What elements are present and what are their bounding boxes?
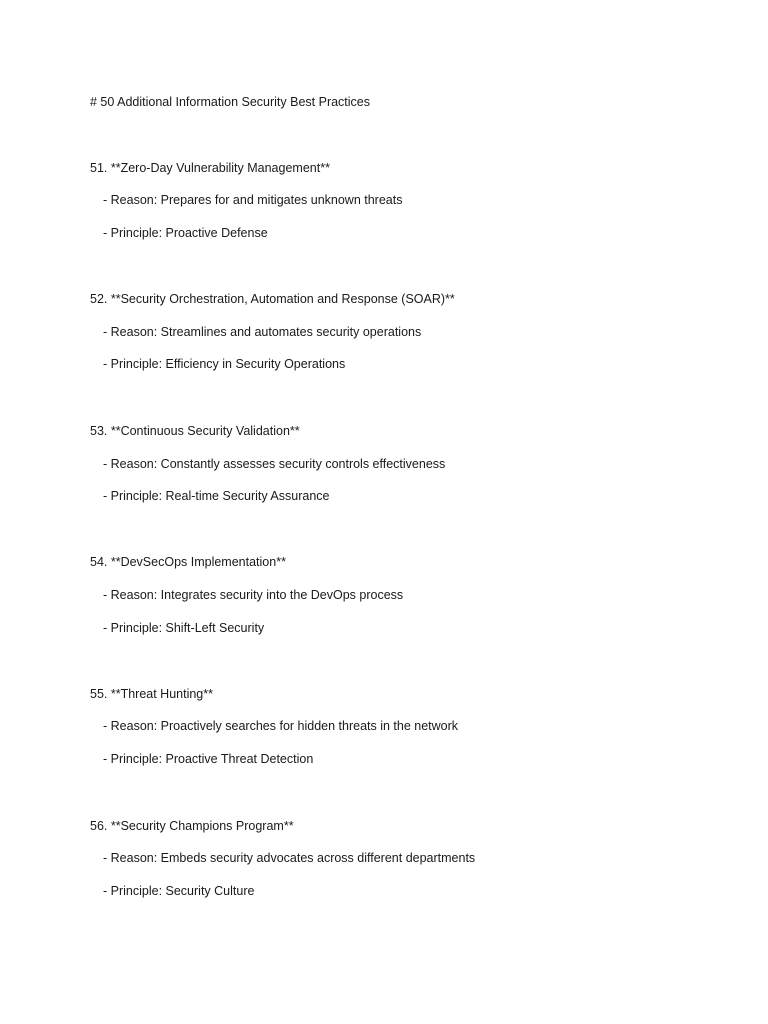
item-title: 53. **Continuous Security Validation** xyxy=(90,424,300,438)
item-title: 55. **Threat Hunting** xyxy=(90,687,213,701)
item-reason: - Reason: Prepares for and mitigates unknown threats xyxy=(103,193,403,207)
item-reason: - Reason: Embeds security advocates across different departments xyxy=(103,851,476,865)
item-principle: - Principle: Proactive Defense xyxy=(103,226,268,240)
item-principle: - Principle: Security Culture xyxy=(103,884,255,898)
item-title: 52. **Security Orchestration, Automation and Response (SOAR)** xyxy=(90,292,455,306)
item-title: 54. **DevSecOps Implementation** xyxy=(90,555,286,569)
item-reason: - Reason: Integrates security into the DevOps process xyxy=(103,588,404,602)
item-title: 51. **Zero-Day Vulnerability Management** xyxy=(90,161,330,175)
item-principle: - Principle: Proactive Threat Detection xyxy=(103,752,314,766)
item-reason: - Reason: Proactively searches for hidden threats in the network xyxy=(103,719,459,733)
item-title: 56. **Security Champions Program** xyxy=(90,819,294,833)
item-principle: - Principle: Shift-Left Security xyxy=(103,621,265,635)
item-principle: - Principle: Real-time Security Assurance xyxy=(103,489,330,503)
item-reason: - Reason: Constantly assesses security controls effectiveness xyxy=(103,457,446,471)
document-heading: # 50 Additional Information Security Best Practices xyxy=(90,95,371,109)
item-reason: - Reason: Streamlines and automates security operations xyxy=(103,325,422,339)
item-principle: - Principle: Efficiency in Security Operations xyxy=(103,357,346,371)
